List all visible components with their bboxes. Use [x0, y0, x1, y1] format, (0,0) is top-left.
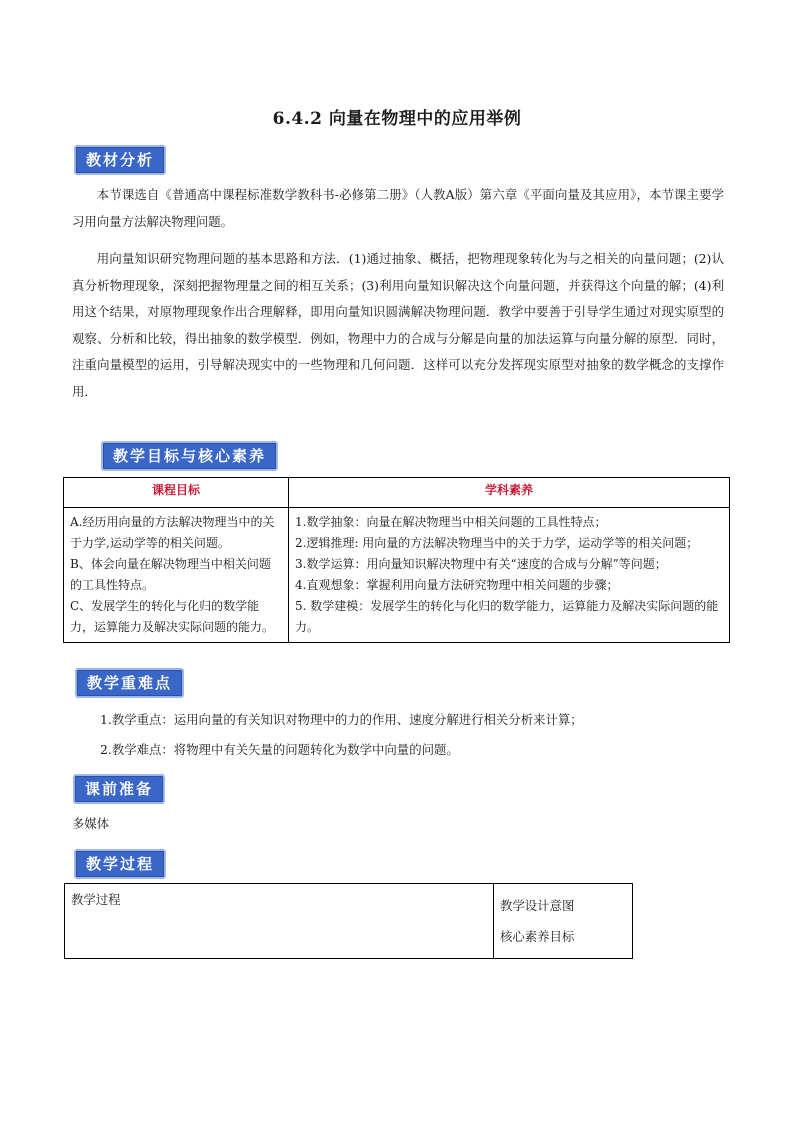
process-column-main	[65, 884, 494, 959]
section-badge-process: 教学过程	[74, 849, 166, 879]
goals-header-course: 课程目标	[64, 478, 289, 508]
analysis-paragraph-1: 本节课选自《普通高中课程标准数学教科书-必修第二册》（人教A版）第六章《平面向量及其应用》，本节课主要学习用向量方法解决物理问题。	[72, 187, 724, 229]
process-column-side	[494, 884, 633, 959]
prep-text: 多媒体	[72, 816, 110, 831]
page-title: 6.4.2 向量在物理中的应用举例	[272, 109, 522, 129]
literacy-cell	[289, 508, 730, 643]
literacy-item-4: 4.直观想象：掌握利用向量方法研究物理中相关问题的步骤；	[295, 578, 619, 592]
literacy-target-label: 核心素养目标	[500, 929, 575, 944]
course-goal-a: A.经历用向量的方法解决物理当中的关于力学,运动学等的相关问题。	[70, 515, 275, 550]
keypoint-difficulty: 2.教学难点：将物理中有关矢量的问题转化为数学中向量的问题。	[100, 742, 459, 757]
literacy-item-1: 1.数学抽象：向量在解决物理当中相关问题的工具性特点；	[295, 515, 607, 529]
section-badge-goals: 教学目标与核心素养	[101, 441, 278, 471]
goals-header-literacy: 学科素养	[289, 478, 730, 508]
process-column-label: 教学过程	[71, 892, 121, 907]
literacy-item-2: 2.逻辑推理: 用向量的方法解决物理当中的关于力学，运动学等的相关问题；	[295, 536, 699, 550]
course-goal-b: B、体会向量在解决物理当中相关问题的工具性特点。	[70, 557, 271, 592]
literacy-item-5: 5. 数学建模：发展学生的转化与化归的数学能力，运算能力及解决实际问题的能力。	[295, 599, 719, 634]
goals-table	[63, 477, 730, 643]
design-intent-label: 教学设计意图	[500, 898, 575, 913]
section-badge-analysis: 教材分析	[74, 145, 166, 175]
course-goals-cell	[64, 508, 289, 643]
literacy-item-3: 3.数学运算：用向量知识解决物理中有关“速度的合成与分解”等问题；	[295, 557, 667, 571]
section-badge-keypoints: 教学重难点	[75, 668, 184, 698]
analysis-paragraph-2: 用向量知识研究物理问题的基本思路和方法．(1)通过抽象、概括，把物理现象转化为与之相关的向量问题；(2)认真分析物理现象，深刻把握物理量之间的相互关系；(3)利用向量知识解决这个向量问题，并获得这个向量的解；(4)利用这个结果，对原物理现象作出合理解释，即用向量知识圆满解决物理问题．教学中要善于引导学生通过对现实原型的观察、分析和比较，得出抽象的数学模型．例如，物理中力的合成与分解是向量的加法运算与向量分解的原型．同时，注重向量模型的运用，引导解决现实中的一些物理和几何问题．这样可以充分发挥现实原型对抽象的数学概念的支撑作用．	[72, 251, 724, 399]
process-table	[64, 883, 633, 959]
keypoint-focus: 1.教学重点：运用向量的有关知识对物理中的力的作用、速度分解进行相关分析来计算；	[100, 712, 583, 727]
section-badge-prep: 课前准备	[73, 774, 165, 804]
course-goal-c: C、发展学生的转化与化归的数学能力，运算能力及解决实际问题的能力。	[70, 599, 275, 634]
